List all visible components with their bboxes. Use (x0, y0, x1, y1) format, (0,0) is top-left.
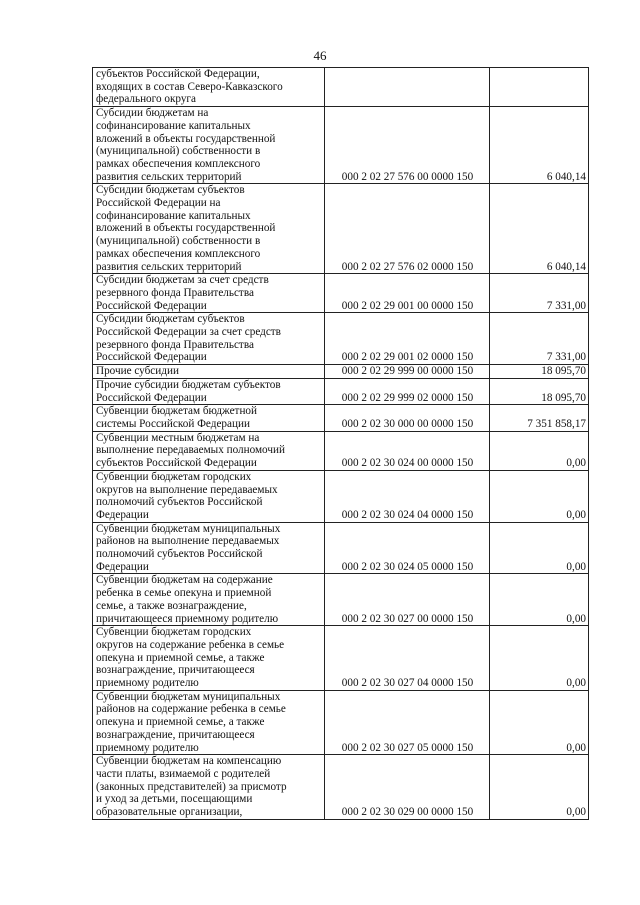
row-name-cell: Субвенции бюджетам муниципальных районов на содержание ребенка в семье опекуна и приемной семье, а также вознаграждение, причитающееся приемному родителю (93, 690, 325, 755)
table-row (93, 470, 589, 522)
table-row (93, 405, 589, 431)
row-code-cell: 000 2 02 29 999 00 0000 150 (325, 365, 490, 379)
row-name-cell: Субвенции бюджетам на компенсацию части платы, взимаемой с родителей (законных представителей) за присмотр и уход за детьми, посещающими образовательные организации, (93, 755, 325, 820)
row-name-cell: Субсидии бюджетам на софинансирование капитальных вложений в объекты государственной (муниципальной) собственности в рамках обеспечения комплексного развития сельских территорий (93, 107, 325, 184)
table-row (93, 755, 589, 820)
row-amount-cell (490, 68, 589, 107)
row-name-cell: Субсидии бюджетам субъектов Российской Федерации за счет средств резервного фонда Правительства Российской Федерации (93, 313, 325, 365)
table-row (93, 68, 589, 107)
row-amount-cell: 0,00 (490, 522, 589, 574)
row-amount-cell: 0,00 (490, 755, 589, 820)
table-row (93, 107, 589, 184)
row-amount-cell: 7 331,00 (490, 274, 589, 313)
row-name-cell: Субвенции местным бюджетам на выполнение передаваемых полномочий субъектов Российской Федерации (93, 431, 325, 470)
row-amount-cell: 0,00 (490, 690, 589, 755)
row-name-cell: Субвенции бюджетам на содержание ребенка в семье опекуна и приемной семье, а также вознаграждение, причитающееся приемному родителю (93, 574, 325, 626)
row-name-cell: Прочие субсидии (93, 365, 325, 379)
row-amount-cell: 6 040,14 (490, 184, 589, 274)
row-name-cell: субъектов Российской Федерации, входящих в состав Северо-Кавказского федерального округа (93, 68, 325, 107)
row-amount-cell: 7 351 858,17 (490, 405, 589, 431)
row-code-cell: 000 2 02 30 024 04 0000 150 (325, 470, 490, 522)
row-name-cell: Прочие субсидии бюджетам субъектов Российской Федерации (93, 378, 325, 404)
table-row (93, 431, 589, 470)
row-amount-cell: 0,00 (490, 626, 589, 691)
row-code-cell: 000 2 02 29 001 00 0000 150 (325, 274, 490, 313)
table-row (93, 313, 589, 365)
row-code-cell (325, 68, 490, 107)
row-amount-cell: 0,00 (490, 470, 589, 522)
row-amount-cell: 18 095,70 (490, 378, 589, 404)
table-row (93, 626, 589, 691)
table-row (93, 365, 589, 379)
row-amount-cell: 18 095,70 (490, 365, 589, 379)
row-amount-cell: 6 040,14 (490, 107, 589, 184)
page-number: 46 (313, 48, 327, 63)
row-code-cell: 000 2 02 30 029 00 0000 150 (325, 755, 490, 820)
row-code-cell: 000 2 02 30 024 05 0000 150 (325, 522, 490, 574)
row-name-cell: Субсидии бюджетам за счет средств резервного фонда Правительства Российской Федерации (93, 274, 325, 313)
table-row (93, 184, 589, 274)
row-code-cell: 000 2 02 27 576 02 0000 150 (325, 184, 490, 274)
table-row (93, 690, 589, 755)
row-name-cell: Субсидии бюджетам субъектов Российской Федерации на софинансирование капитальных вложений в объекты государственной (муниципальной) собственности в рамках обеспечения комплексного развития сельских территорий (93, 184, 325, 274)
row-code-cell: 000 2 02 29 999 02 0000 150 (325, 378, 490, 404)
budget-table (92, 67, 589, 820)
row-code-cell: 000 2 02 30 027 05 0000 150 (325, 690, 490, 755)
table-row (93, 522, 589, 574)
row-code-cell: 000 2 02 30 027 00 0000 150 (325, 574, 490, 626)
row-amount-cell: 7 331,00 (490, 313, 589, 365)
row-name-cell: Субвенции бюджетам бюджетной системы Российской Федерации (93, 405, 325, 431)
table-row (93, 574, 589, 626)
row-name-cell: Субвенции бюджетам городских округов на выполнение передаваемых полномочий субъектов Российской Федерации (93, 470, 325, 522)
row-amount-cell: 0,00 (490, 431, 589, 470)
row-code-cell: 000 2 02 30 000 00 0000 150 (325, 405, 490, 431)
row-code-cell: 000 2 02 27 576 00 0000 150 (325, 107, 490, 184)
row-code-cell: 000 2 02 30 027 04 0000 150 (325, 626, 490, 691)
row-name-cell: Субвенции бюджетам муниципальных районов на выполнение передаваемых полномочий субъектов Российской Федерации (93, 522, 325, 574)
table-row (93, 274, 589, 313)
table-row (93, 378, 589, 404)
row-code-cell: 000 2 02 30 024 00 0000 150 (325, 431, 490, 470)
row-code-cell: 000 2 02 29 001 02 0000 150 (325, 313, 490, 365)
row-name-cell: Субвенции бюджетам городских округов на содержание ребенка в семье опекуна и приемной семье, а также вознаграждение, причитающееся приемному родителю (93, 626, 325, 691)
row-amount-cell: 0,00 (490, 574, 589, 626)
